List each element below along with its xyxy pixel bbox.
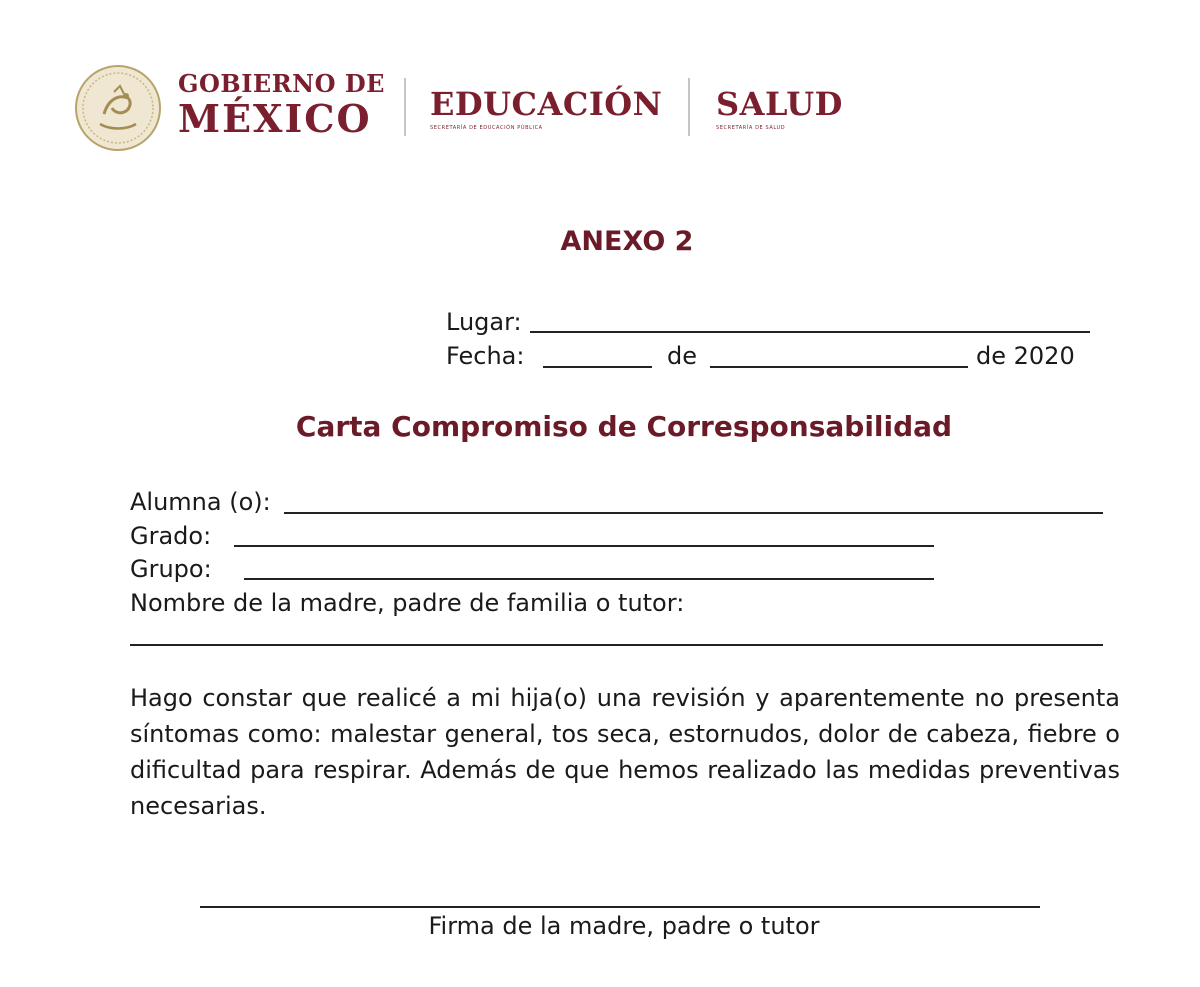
group-label: Grupo:: [130, 555, 212, 583]
grade-blank[interactable]: [234, 545, 934, 547]
date-de-label: de: [667, 342, 697, 370]
government-line2: MÉXICO: [178, 96, 372, 141]
education-logo: [430, 85, 663, 131]
date-year-label: de 2020: [976, 342, 1075, 370]
annex-title: ANEXO 2: [560, 226, 694, 257]
header-divider: [404, 78, 406, 136]
place-label: Lugar:: [446, 308, 522, 336]
government-line1: GOBIERNO DE: [178, 69, 385, 98]
date-label: Fecha:: [446, 342, 525, 370]
signature-label: Firma de la madre, padre o tutor: [428, 912, 820, 940]
header-divider: [688, 78, 690, 136]
health-name: SALUD: [716, 85, 843, 123]
national-seal-icon: [74, 64, 162, 152]
grade-label: Grado:: [130, 522, 212, 550]
date-month-blank[interactable]: [710, 366, 968, 368]
government-logo: [178, 69, 385, 141]
signature-line[interactable]: [200, 906, 1040, 908]
health-logo: [716, 85, 843, 131]
declaration-text: Hago constar que realicé a mi hija(o) una revisión y aparentemente no presenta síntomas como: malestar general, tos seca, estornudos, dolor de cabeza, fiebre o dificultad para respirar. Además de que hemos realizado las medidas preventivas necesarias.: [130, 684, 1120, 820]
guardian-blank[interactable]: [130, 644, 1103, 646]
group-blank[interactable]: [244, 578, 934, 580]
student-label: Alumna (o):: [130, 488, 271, 516]
health-subtitle: SECRETARÍA DE SALUD: [716, 125, 786, 131]
date-day-blank[interactable]: [543, 366, 652, 368]
place-blank[interactable]: [530, 331, 1090, 333]
institutional-header: [74, 62, 894, 154]
guardian-label: Nombre de la madre, padre de familia o tutor:: [130, 589, 685, 617]
education-subtitle: SECRETARÍA DE EDUCACIÓN PÚBLICA: [430, 125, 543, 131]
letter-title: Carta Compromiso de Corresponsabilidad: [295, 410, 953, 443]
education-name: EDUCACIÓN: [430, 85, 663, 123]
student-blank[interactable]: [284, 512, 1103, 514]
